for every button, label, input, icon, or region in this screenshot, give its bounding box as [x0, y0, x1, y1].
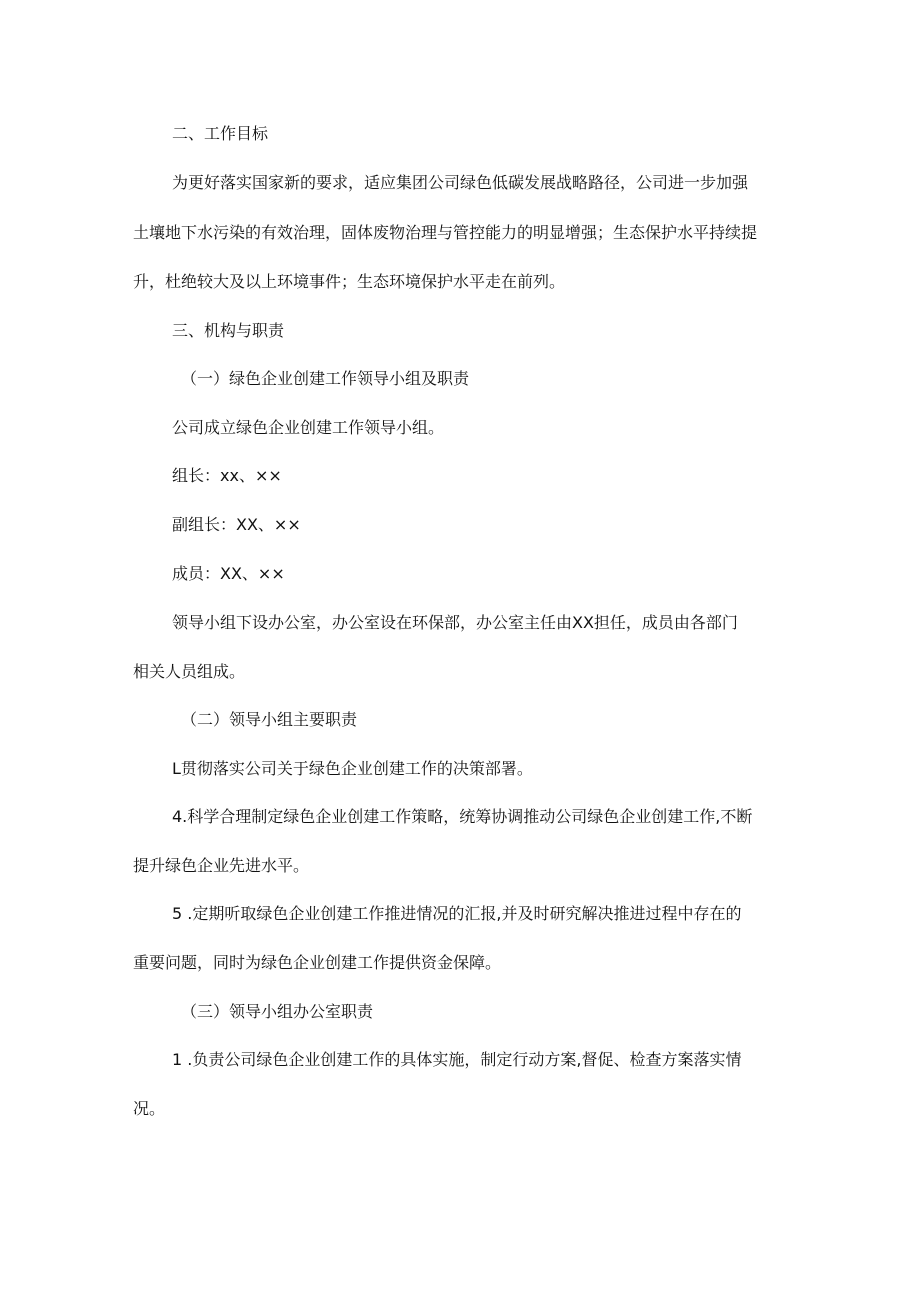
leading-group-intro: 公司成立绿色企业创建工作领导小组。 — [172, 418, 445, 437]
members-line: 成员：XX、×× — [172, 564, 285, 583]
office-paragraph-line-1: 领导小组下设办公室，办公室设在环保部，办公室主任由XX担任，成员由各部门 — [172, 613, 738, 632]
office-paragraph-line-2: 相关人员组成。 — [133, 662, 246, 681]
goal-paragraph-line-1: 为更好落实国家新的要求，适应集团公司绿色低碳发展战略路径，公司进一步加强 — [172, 173, 749, 192]
goal-paragraph-line-3: 升，杜绝较大及以上环境事件；生态环境保护水平走在前列。 — [133, 272, 566, 291]
office-duty-item-1-line-1: 1 .负责公司绿色企业创建工作的具体实施，制定行动方案,督促、检查方案落实情 — [172, 1050, 742, 1069]
office-duty-item-1-line-2: 况。 — [133, 1099, 166, 1118]
leader-line: 组长：xx、×× — [172, 466, 282, 485]
subsection-heading-leading-group: （一）绿色企业创建工作领导小组及职责 — [181, 369, 470, 388]
duty-item-l: L贯彻落实公司关于绿色企业创建工作的决策部署。 — [172, 759, 533, 778]
subsection-heading-office-duties: （三）领导小组办公室职责 — [181, 1002, 374, 1021]
duty-item-4-line-2: 提升绿色企业先进水平。 — [133, 856, 310, 875]
duty-item-4-line-1: 4.科学合理制定绿色企业创建工作策略，统筹协调推动公司绿色企业创建工作,不断 — [172, 807, 753, 826]
deputy-leader-line: 副组长：XX、×× — [172, 515, 301, 534]
duty-item-5-line-2: 重要问题，同时为绿色企业创建工作提供资金保障。 — [133, 953, 502, 972]
section-heading-work-goal: 二、工作目标 — [172, 124, 269, 143]
duty-item-5-line-1: 5 .定期听取绿色企业创建工作推进情况的汇报,并及时研究解决推进过程中存在的 — [172, 904, 742, 923]
section-heading-org-duties: 三、机构与职责 — [172, 321, 285, 340]
goal-paragraph-line-2: 土壤地下水污染的有效治理，固体废物治理与管控能力的明显增强；生态保护水平持续提 — [133, 223, 758, 242]
subsection-heading-main-duties: （二）领导小组主要职责 — [181, 710, 358, 729]
